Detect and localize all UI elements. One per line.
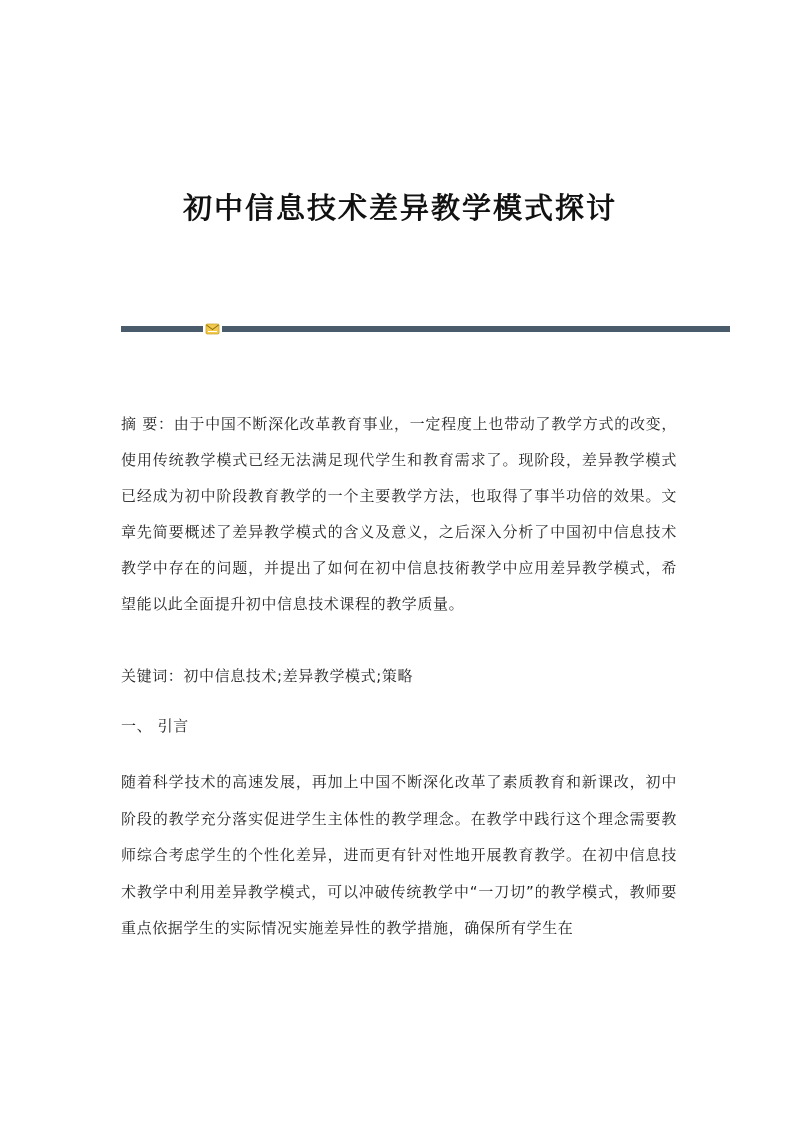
divider-bar-left [121,326,203,332]
keywords-label: 关键词： [121,667,184,685]
keywords-line [121,664,677,688]
abstract-paragraph [121,406,677,622]
divider-bar-right [222,326,730,332]
keywords-text: 初中信息技术;差异教学模式;策略 [183,667,414,685]
section-heading-introduction: 一、 引言 [121,717,189,735]
body-paragraph: 随着科学技术的高速发展，再加上中国不断深化改革了素质教育和新课改，初中阶段的教学充分落实促进学生主体性的教学理念。在教学中践行这个理念需要教师综合考虑学生的个性化差异，进而更有针对性地开展教育教学。在初中信息技术教学中利用差异教学模式，可以冲破传统教学中“一刀切”的教学模式，教师要重点依据学生的实际情况实施差异性的教学措施，确保所有学生在 [121,773,677,937]
title-divider [121,325,730,333]
abstract-text: 由于中国不断深化改革教育事业，一定程度上也带动了教学方式的改变，使用传统教学模式已经无法满足现代学生和教育需求了。现阶段，差异教学模式已经成为初中阶段教育教学的一个主要教学方法，也取得了事半功倍的效果。文章先简要概述了差异教学模式的含义及意义，之后深入分析了中国初中信息技术教学中存在的问题，并提出了如何在初中信息技術教学中应用差异教学模式，希望能以此全面提升初中信息技术课程的教学质量。 [121,415,678,613]
envelope-emblem-icon [205,323,220,335]
abstract-label: 摘 要： [121,415,174,433]
document-title: 初中信息技术差异教学模式探讨 [182,191,617,225]
